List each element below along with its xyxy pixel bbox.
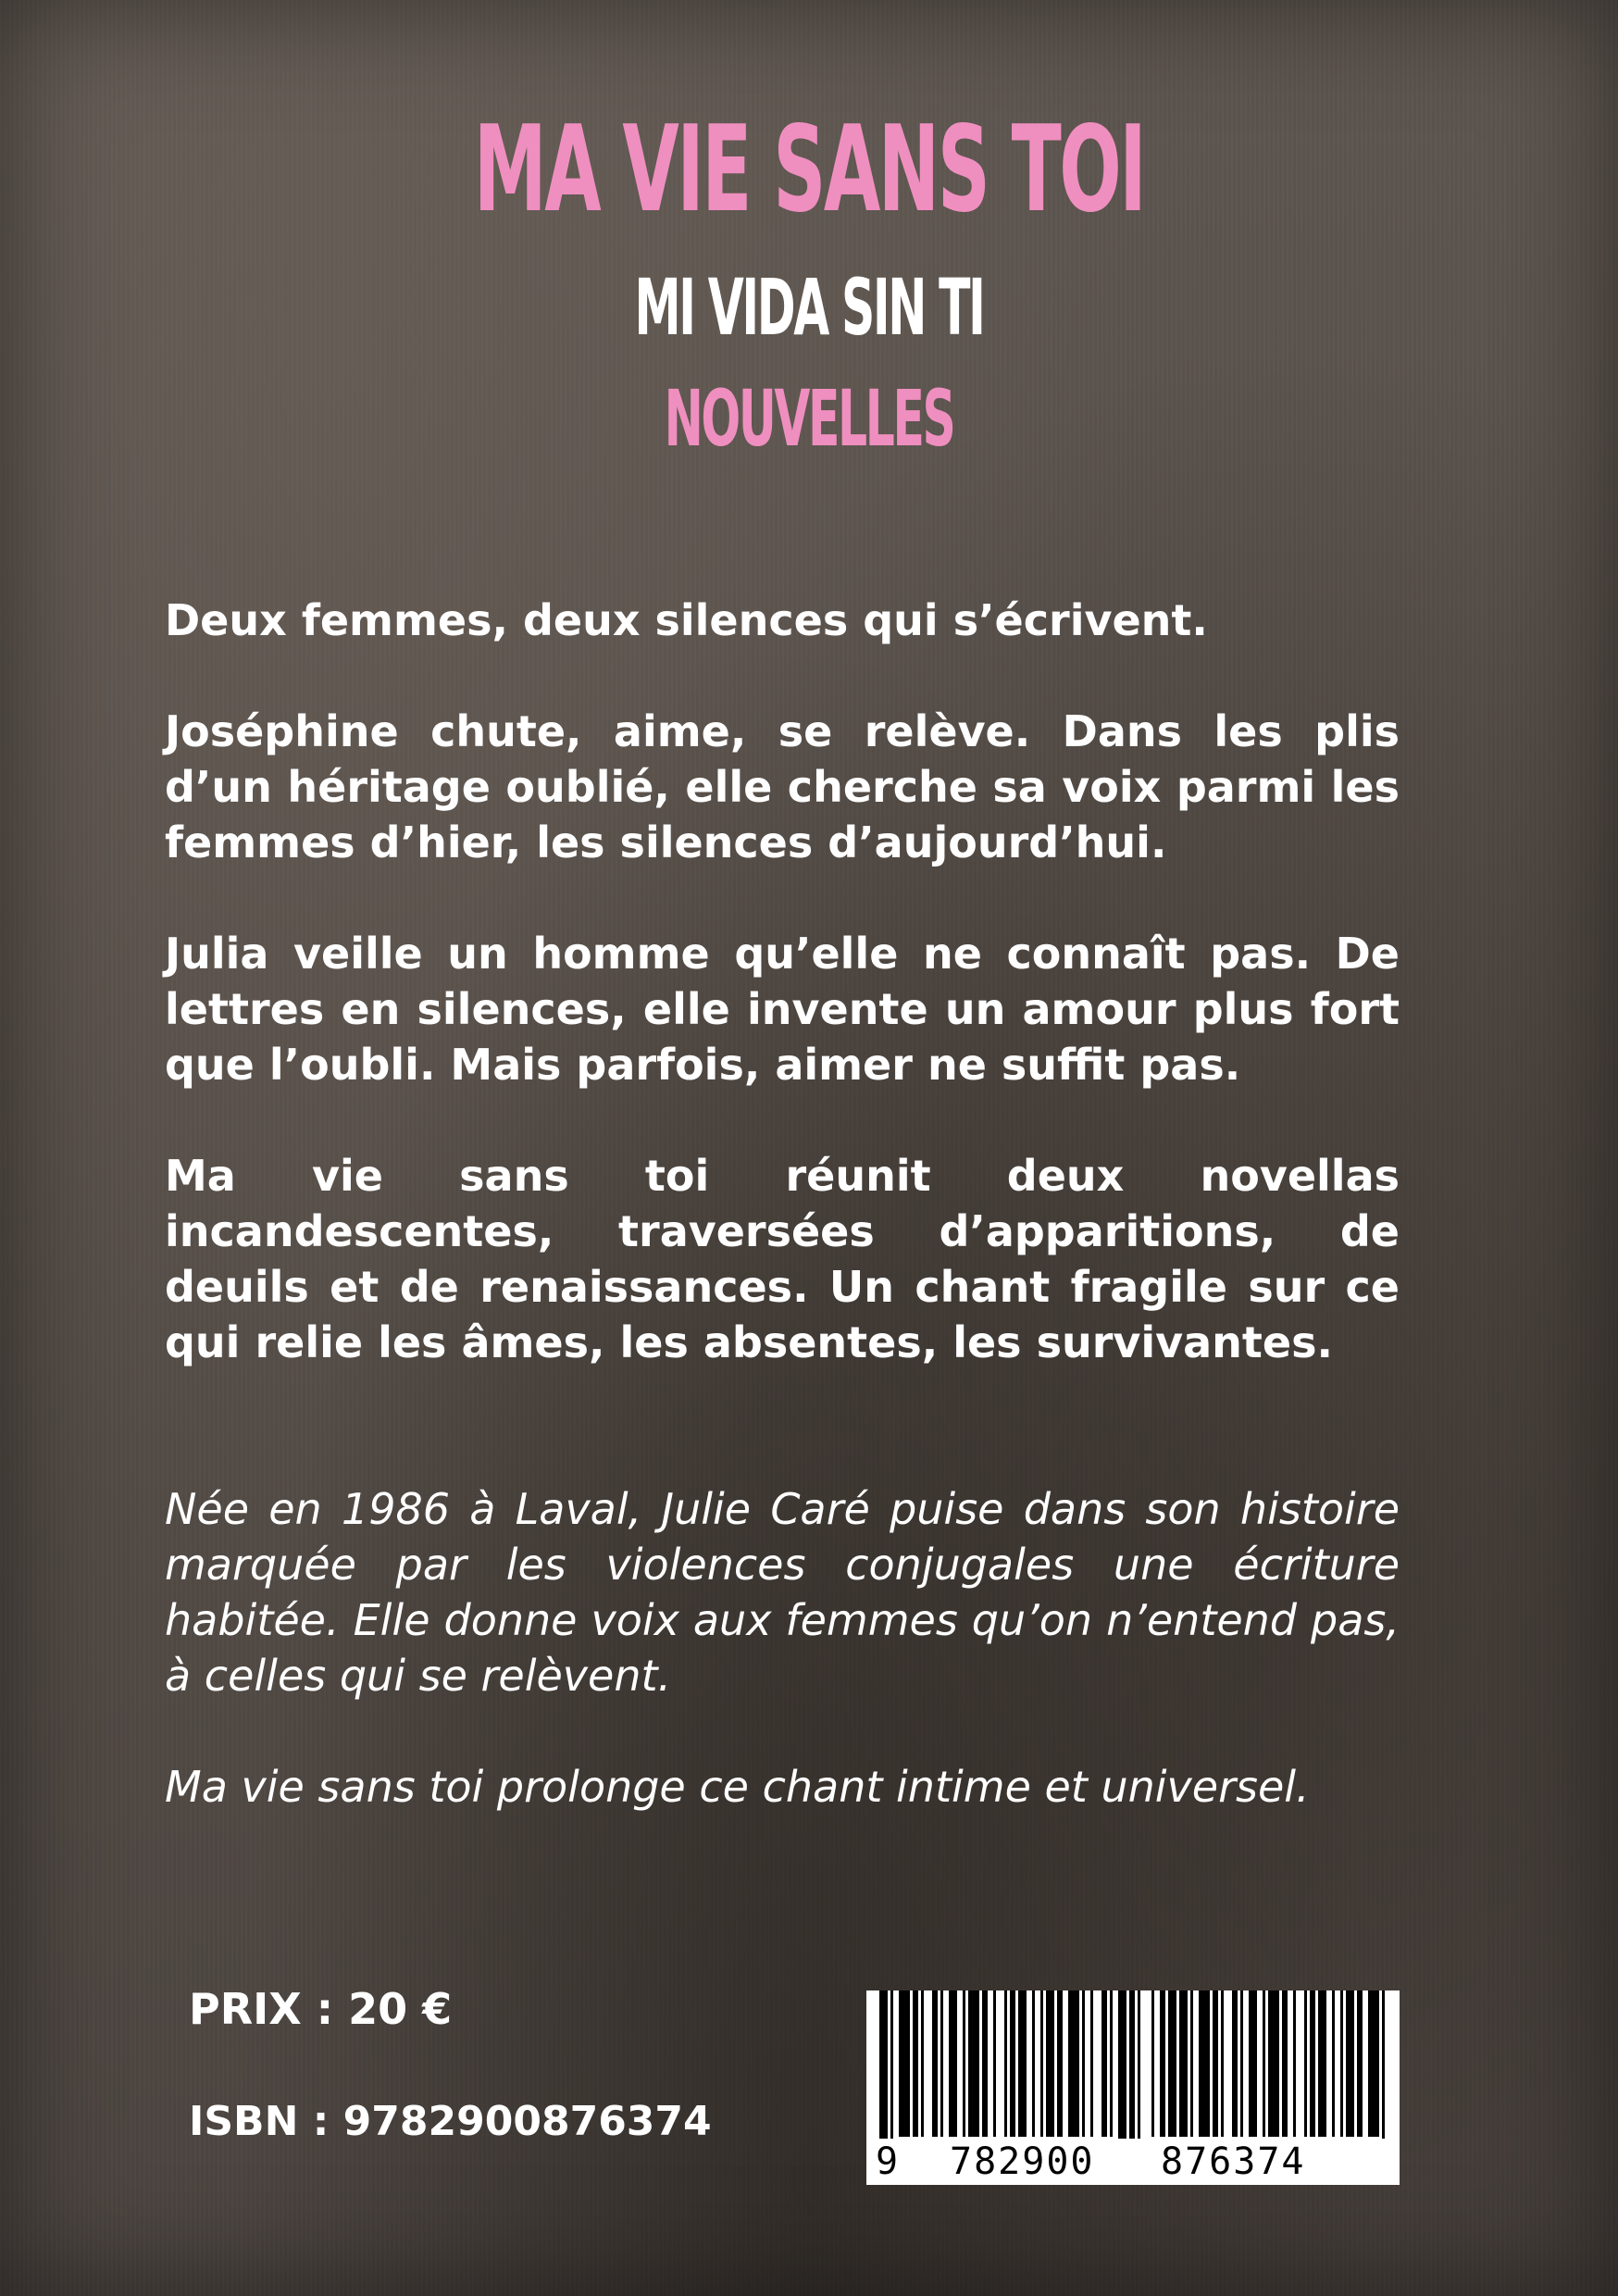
barcode-bar bbox=[1310, 1990, 1315, 2137]
barcode-digits-right: 876374 bbox=[1161, 2140, 1306, 2183]
barcode-bar bbox=[1346, 1990, 1354, 2137]
barcode-bars bbox=[866, 1990, 1400, 2139]
barcode-bar bbox=[913, 1990, 918, 2137]
book-genre: NOUVELLES bbox=[664, 373, 954, 464]
book-title: MA VIE SANS TOI bbox=[473, 101, 1145, 239]
barcode-bar bbox=[1304, 1990, 1307, 2137]
barcode-digit-first: 9 bbox=[876, 2140, 899, 2183]
barcode-bar bbox=[1199, 1990, 1210, 2137]
barcode-bar bbox=[1179, 1990, 1188, 2137]
barcode-bar bbox=[963, 1990, 965, 2137]
barcode-bar bbox=[949, 1990, 957, 2137]
blurb-paragraph-4: Ma vie sans toi réunit deux novellas incandescentes, traversées d’apparitions, de deuils et de renaissances. Un chant fragile sur ce qui relie les âmes, les absentes, les survivantes. bbox=[165, 1151, 1400, 1367]
barcode-bar bbox=[1190, 1990, 1193, 2137]
barcode-digits bbox=[866, 2139, 1400, 2185]
isbn: ISBN : 9782900876374 bbox=[189, 2098, 712, 2145]
blurb bbox=[165, 593, 1400, 1426]
barcode-bar bbox=[921, 1990, 924, 2137]
barcode-bar bbox=[1068, 1990, 1079, 2137]
barcode-bar bbox=[1368, 1990, 1379, 2137]
barcode-bar bbox=[879, 1990, 888, 2139]
author-bio bbox=[165, 1481, 1400, 1870]
barcode-bar bbox=[1151, 1990, 1154, 2137]
barcode-bar bbox=[993, 1990, 996, 2137]
barcode-bar bbox=[1040, 1990, 1043, 2137]
barcode-bar bbox=[1057, 1990, 1063, 2137]
barcode-bar bbox=[1232, 1990, 1238, 2137]
barcode-bar bbox=[1160, 1990, 1165, 2137]
barcode-bar bbox=[1382, 1990, 1385, 2139]
barcode-bar bbox=[1332, 1990, 1335, 2137]
barcode-bar bbox=[932, 1990, 938, 2137]
barcode-bar bbox=[1293, 1990, 1296, 2137]
barcode-bar bbox=[1010, 1990, 1015, 2137]
barcode-bar bbox=[1004, 1990, 1007, 2137]
barcode-bar bbox=[940, 1990, 943, 2137]
bio-paragraph-2: Ma vie sans toi prolonge ce chant intime et universel. bbox=[165, 1762, 1310, 1812]
barcode-bar bbox=[1168, 1990, 1176, 2137]
barcode-bar bbox=[1018, 1990, 1027, 2137]
barcode-bar bbox=[890, 1990, 893, 2139]
barcode-bar bbox=[1221, 1990, 1224, 2137]
barcode-bar bbox=[899, 1990, 910, 2137]
bio-paragraph-1: Née en 1986 à Laval, Julie Caré puise dans son histoire marquée par les violences conjugales une écriture habitée. Elle donne voix aux femmes qu’on n’entend pas, à celles qui se relèvent. bbox=[165, 1484, 1400, 1701]
barcode-bar bbox=[1032, 1990, 1035, 2137]
barcode-bar bbox=[1213, 1990, 1218, 2137]
barcode-bar bbox=[1249, 1990, 1257, 2137]
barcode-digits-left: 782900 bbox=[950, 2140, 1095, 2183]
barcode-bar bbox=[982, 1990, 988, 2137]
barcode-bar bbox=[1340, 1990, 1343, 2137]
blurb-paragraph-2: Joséphine chute, aime, se relève. Dans les plis d’un héritage oublié, elle cherche sa voix parmi les femmes d’hier, les silences d’aujourd’hui. bbox=[165, 706, 1400, 867]
barcode-bar bbox=[1046, 1990, 1054, 2137]
blurb-paragraph-3: Julia veille un homme qu’elle ne connaît pas. De lettres en silences, elle invente un amour plus fort que l’oubli. Mais parfois, aimer ne suffit pas. bbox=[165, 929, 1400, 1090]
blurb-paragraph-1: Deux femmes, deux silences qui s’écrivent. bbox=[165, 595, 1208, 645]
barcode-bar bbox=[1129, 1990, 1135, 2139]
book-subtitle: MI VIDA SIN TI bbox=[634, 262, 984, 353]
barcode-bar bbox=[1101, 1990, 1107, 2137]
barcode-bar bbox=[1357, 1990, 1363, 2137]
barcode-bar bbox=[1118, 1990, 1126, 2139]
barcode-bar bbox=[1240, 1990, 1243, 2137]
barcode-bar bbox=[1268, 1990, 1279, 2137]
barcode-bar bbox=[1110, 1990, 1113, 2137]
barcode-bar bbox=[1138, 1990, 1140, 2139]
barcode-bar bbox=[1082, 1990, 1085, 2137]
barcode-bar bbox=[1318, 1990, 1326, 2137]
barcode-bar bbox=[1090, 1990, 1093, 2137]
barcode-bar bbox=[968, 1990, 979, 2137]
barcode-bar bbox=[1263, 1990, 1265, 2137]
price: PRIX : 20 € bbox=[189, 1984, 453, 2034]
barcode bbox=[866, 1990, 1400, 2185]
barcode-bar bbox=[1282, 1990, 1288, 2137]
